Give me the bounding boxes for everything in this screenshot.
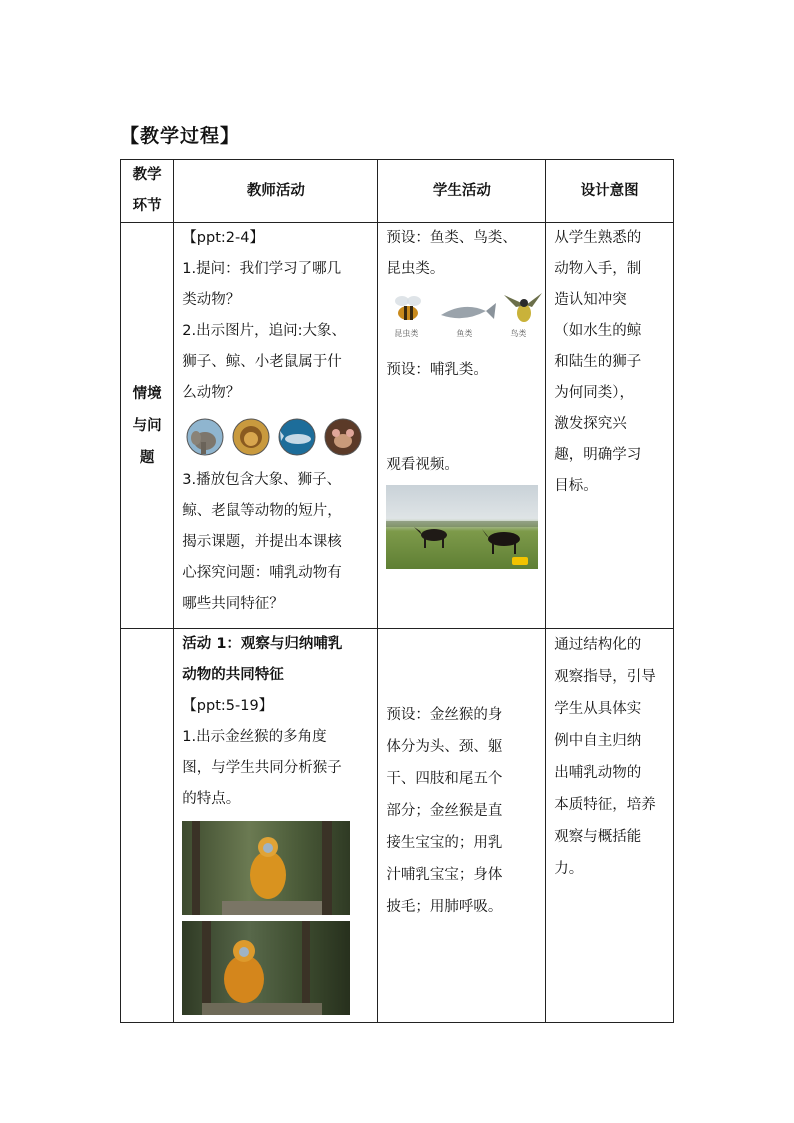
bird-label: 鸟类 bbox=[510, 329, 527, 338]
student-activity-cell: 预设：金丝猴的身 体分为头、颈、躯 干、四肢和尾五个 部分；金丝猴是直 接生宝宝的；用乳 汁哺乳宝宝；身体 披毛；用肺呼吸。 bbox=[378, 629, 546, 1023]
animal-class-images bbox=[386, 289, 539, 351]
monkey-photo-1 bbox=[182, 821, 350, 915]
stage-cell-empty bbox=[121, 629, 174, 1023]
table-row bbox=[121, 629, 674, 1023]
header-stage: 教学 环节 bbox=[121, 160, 174, 223]
teaching-process-table bbox=[120, 159, 674, 1023]
header-teacher: 教师活动 bbox=[174, 160, 378, 223]
design-intent-cell: 通过结构化的 观察指导，引导 学生从具体实 例中自主归纳 出哺乳动物的 本质特征，培养 观察与概括能 力。 bbox=[546, 629, 674, 1023]
table-header-row bbox=[121, 160, 674, 223]
header-student: 学生活动 bbox=[378, 160, 546, 223]
teacher-activity-cell: 【ppt:2-4】 1.提问：我们学习了哪几 类动物？ 2.出示图片，追问:大象、 狮子、鲸、小老鼠属于什 么动物？ 3.播放包含大象、狮子、 鲸、老鼠等动物的短片， 揭示课题，并提出本课核 心探究问题：哺乳动物有 哪些共同特征？ bbox=[174, 223, 378, 629]
student-activity-cell: 预设：鱼类、鸟类、 昆虫类。 昆虫类 鱼类 鸟类 预设：哺乳类。 观看视频。 bbox=[378, 223, 546, 629]
monkey-photo-2 bbox=[182, 921, 350, 1015]
elephant-thumbnail bbox=[186, 418, 224, 456]
insect-label: 昆虫类 bbox=[394, 329, 419, 338]
horses-image bbox=[386, 485, 538, 569]
fish-label: 鱼类 bbox=[456, 329, 473, 338]
section-title: 【教学过程】 bbox=[120, 125, 241, 147]
table-row bbox=[121, 223, 674, 629]
design-intent-cell: 从学生熟悉的 动物入手，制 造认知冲突 （如水生的鲸 和陆生的狮子 为何同类）， 激发探究兴 趣，明确学习 目标。 bbox=[546, 223, 674, 629]
mouse-thumbnail bbox=[324, 418, 362, 456]
lion-thumbnail bbox=[232, 418, 270, 456]
header-intent: 设计意图 bbox=[546, 160, 674, 223]
animal-thumbnails bbox=[182, 409, 371, 465]
video-frame[interactable] bbox=[386, 485, 538, 569]
whale-thumbnail bbox=[278, 418, 316, 456]
teacher-activity-cell: 活动 1：观察与归纳哺乳 动物的共同特征 【ppt:5-19】 1.出示金丝猴的多角度 图，与学生共同分析猴子 的特点。 bbox=[174, 629, 378, 1023]
stage-cell: 情境 与问 题 bbox=[121, 223, 174, 629]
animal-class-icons bbox=[386, 289, 546, 333]
